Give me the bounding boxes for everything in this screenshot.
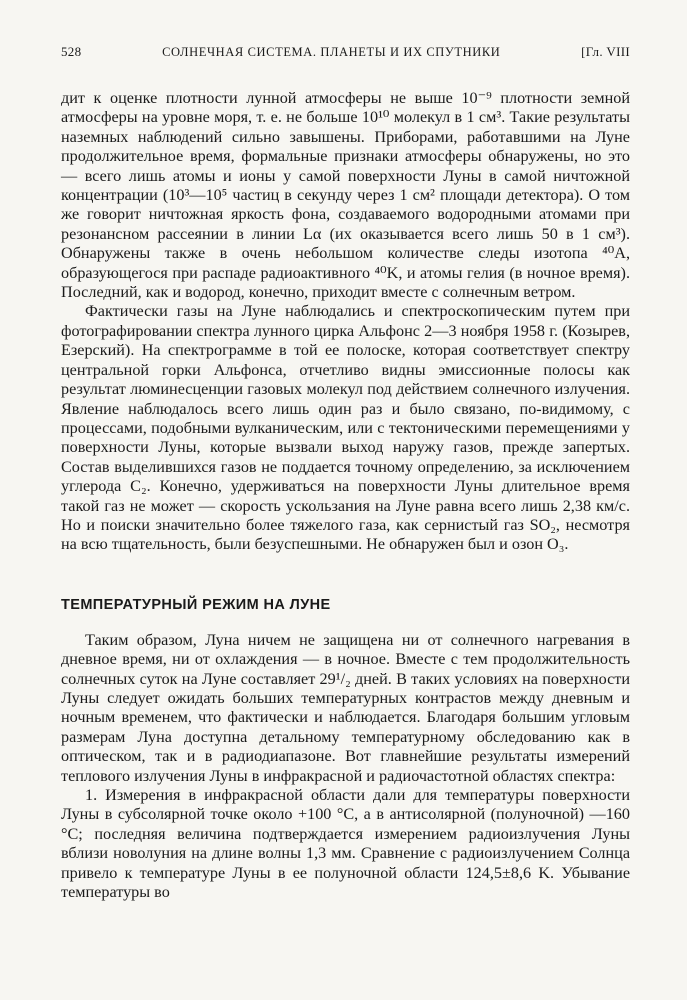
chapter-label: [Гл. VIII xyxy=(581,44,630,59)
paragraph-temperature-intro: Таким образом, Луна ничем не защищена ни от солнечного нагревания в дневное время, ни от охлаждения — в ночное. Вместе с тем продолжительность солнечных суток на Луне составляет 29¹/₂ дней. В таких условиях на поверхности Луны следует ожидать больших температурных контрастов между дневным и ночным временем, что фактически и наблюдается. Благодаря большим угловым размерам Луна доступна детальному температурному обследованию как в оптическом, так и в радиодиапазоне. Вот главнейшие результаты измерений теплового излучения Луны в инфракрасной и радиочастотной областях спектра: xyxy=(61,630,630,785)
main-text xyxy=(61,89,630,902)
book-page xyxy=(61,44,630,902)
paragraph-continuation: дит к оценке плотности лунной атмосферы не выше 10⁻⁹ плотности земной атмосферы на уровне моря, т. е. не больше 10¹⁰ молекул в 1 см³. Такие результаты наземных наблюдений сильно завышены. Приборами, работавшими на Луне продолжительное время, формальные признаки атмосферы обнаружены, но это — всего лишь атомы и ионы у самой поверхности Луны в самой ничтожной концентрации (10³—10⁵ частиц в секунду через 1 см² площади детектора). О том же говорит ничтожная яркость фона, создаваемого водородными атомами при резонансном рассеянии в линии Lα (их оказывается всего лишь 50 в 1 см³). Обнаружены также в очень небольшом количестве следы изотопа ⁴⁰A, образующегося при распаде радиоактивного ⁴⁰K, и атомы гелия (в ночное время). Последний, как и водород, конечно, приходит вместе с солнечным ветром. xyxy=(61,89,630,302)
running-title: СОЛНЕЧНАЯ СИСТЕМА. ПЛАНЕТЫ И ИХ СПУТНИКИ xyxy=(162,45,501,59)
paragraph-gases-observed: Фактически газы на Луне наблюдались и спектроскопическим путем при фотографировании спектра лунного цирка Альфонс 2—3 ноября 1958 г. (Козырев, Езерский). На спектрограмме в той ее полоске, которая соответствует спектру центральной горки Альфонса, отчетливо видны эмиссионные полосы как результат люминесценции газовых молекул под действием солнечного излучения. Явление наблюдалось всего лишь один раз и было связано, по-видимому, с процессами, подобными вулканическим, или с тектоническими перемещениями у поверхности Луны, которые вызвали выход наружу газов, прежде запертых. Состав выделившихся газов не поддается точному определению, за исключением углерода C₂. Конечно, удерживаться на поверхности Луны длительное время такой газ не может — скорость ускользания на Луне равна всего лишь 2,38 км/с. Но и поиски значительно более тяжелого газа, как сернистый газ SO₂, несмотря на всю тщательность, были безуспешными. Не обнаружен был и озон O₃. xyxy=(61,302,630,554)
paragraph-infrared-measurements: 1. Измерения в инфракрасной области дали для температуры поверхности Луны в субсолярной точке около +100 °C, а в антисолярной (полуночной) —160 °C; последняя величина подтверждается измерением радиоизлучения Луны вблизи новолуния на длине волны 1,3 мм. Сравнение с радиоизлучением Солнца привело к температуре Луны в ее полуночной области 124,5±8,6 K. Убывание температуры во xyxy=(61,786,630,902)
running-header xyxy=(61,44,630,68)
page-number: 528 xyxy=(61,44,82,59)
section-heading: ТЕМПЕРАТУРНЫЙ РЕЖИМ НА ЛУНЕ xyxy=(61,596,331,613)
